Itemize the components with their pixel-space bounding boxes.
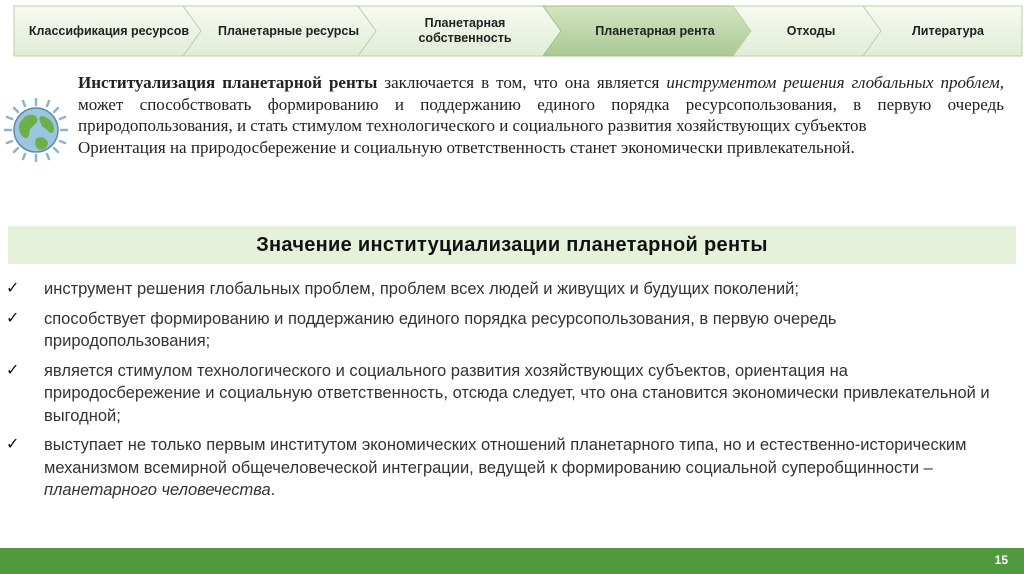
page-number: 15 (994, 553, 1008, 567)
checkmark-icon: ✓ (6, 309, 20, 327)
tab-otkhody[interactable]: Отходы (786, 23, 836, 38)
intro-text-1: заключается в том, что она является (377, 73, 667, 92)
tab-klassifikatsiya[interactable]: Классификация ресурсов (28, 23, 190, 38)
list-item-text: выступает не только первым институтом экономических отношений планетарного типа, но и естественно-историческим механизмом всемирной общечеловеческой интеграции, ведущей к формированию социальной суперобщинности – (44, 436, 967, 477)
checkmark-icon: ✓ (6, 280, 20, 297)
intro-text-2: , может способствовать формированию и поддержанию единого порядка ресурсопользования, в первую очередь природопользования, и стать стимулом технологического и социального развития хозяйствующих субъектов (78, 73, 1005, 135)
list-item-text: способствует формированию и поддержанию единого порядка ресурсопользования, в первую очередь природопользования; (44, 309, 837, 350)
list-item (0, 434, 1024, 502)
list-item (0, 278, 1024, 301)
list-item-tail: . (270, 481, 276, 499)
intro-text-3: Ориентация на природосбережение и социальную ответственность станет экономически привлекательной. (78, 137, 855, 157)
tab-planetarnaya-renta[interactable]: Планетарная рента (595, 23, 715, 38)
tab-planetarnaya-sobstvennost[interactable]: Планетарная собственность (418, 16, 512, 45)
list-item-italic: планетарного человечества (44, 481, 271, 499)
list-item (0, 308, 1024, 353)
checkmark-icon: ✓ (6, 361, 20, 379)
top-navigation (0, 0, 1024, 62)
tab-literatura[interactable]: Литература (912, 23, 984, 38)
section-banner (8, 226, 1016, 264)
bullet-list (0, 278, 1024, 509)
checkmark-icon: ✓ (6, 436, 20, 453)
globe-icon (4, 98, 68, 162)
intro-paragraph (78, 72, 1004, 158)
tab-planetarnye-resursy[interactable]: Планетарные ресурсы (218, 23, 359, 38)
intro-bold-lead: Институализация планетарной ренты (78, 73, 378, 92)
banner-title: Значение институциализации планетарной ренты (256, 233, 768, 256)
list-item (0, 360, 1024, 428)
list-item-text: является стимулом технологического и социального развития хозяйствующих субъектов, ориентация на природосбережение и социальную ответственность, отсюда следует, что она становится экономически привлекательной и выгодной; (44, 361, 990, 425)
footer-bar (0, 548, 1024, 574)
list-item-text: инструмент решения глобальных проблем, проблем всех людей и живущих и будущих поколений; (44, 280, 799, 298)
intro-italic: инструментом решения глобальных проблем (666, 73, 1000, 92)
